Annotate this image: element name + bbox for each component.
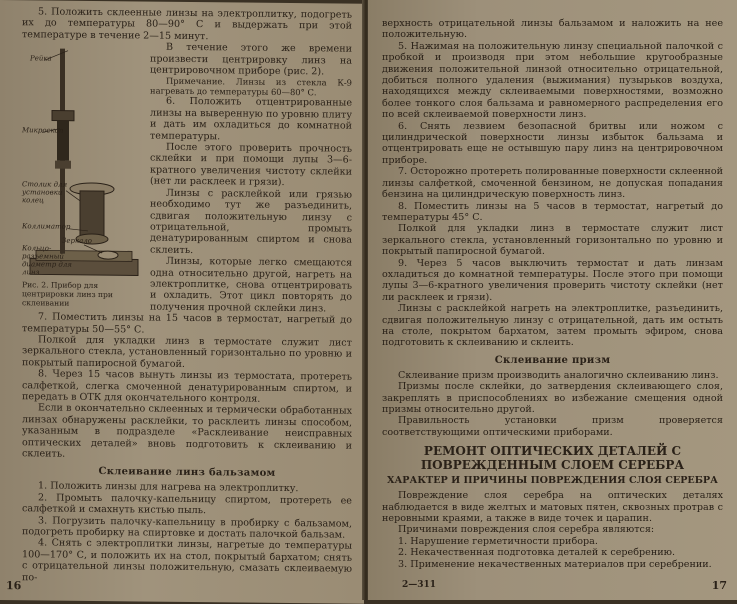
step-6d-text: Линзы, которые легко смещаются одна относительно другой, нагреть на электроплитке, снова отцентрировать и охладить. Этот цикл повторять до получения прочной склейки линз. — [150, 255, 352, 315]
page-number-left: 16 — [6, 579, 22, 593]
label-ring-table: Столик для установки колец — [22, 180, 68, 205]
heading-balsam: Склеивание линз бальзамом — [98, 466, 276, 480]
figure-caption: Рис. 2. Прибор для центрировки линз при склеивании — [22, 280, 113, 308]
continuation-text: верхность отрицательной линзы бальзамом и наложить на нее положительную. — [382, 18, 723, 41]
prisms-text-1: Склеивание призм производить аналогично склеиванию линз. — [398, 369, 719, 381]
centering-text: В течение этого же времени произвести центрировку линз на центрировочном приборе (рис. 2). — [150, 41, 352, 78]
step-8b-text: Если в окончательно склеенных и термически обработанных линзах обнаружены расклейки, то расклеить линзы способом, указанным в подразделе «Расклеивание неисправных оптических деталей» вновь подготовить к склеиванию и склеить. — [22, 402, 352, 460]
step-8-text: 8. Через 15 часов вынуть линзы из термостата, протереть салфеткой, слегка смоченной денатурированным спиртом, и передать в ОТК для окончательного контроля. — [22, 368, 352, 405]
r-step-8b: Полкой для укладки линз в термостате служит лист зеркального стекла, установленный горизонтально по уровню и покрытый папиросной бумагой. — [382, 223, 723, 258]
label-collimator: Коллиматор — [22, 222, 71, 231]
r-step-9b: Линзы с расклейкой нагреть на электроплитке, разъединить, сдвигая положительную линзу с отрицательной, дать им остыть на столе, покрытом бархатом, затем промыть эфиром, снова подготовить к склеиванию и склеить. — [382, 303, 723, 349]
r-step-9: 9. Через 5 часов выключить термостат и дать линзам охладиться до комнатной температуры. После этого при помощи лупы 3—6-кратного увеличения проверить чистоту склейки (нет ли расклеек и грязи). — [382, 257, 723, 303]
step-5-text: 5. Положить склеенные линзы на электроплитку, подогреть их до температуры 80—90° С и выдержать при этой температуре в течение 2—15 минут. — [22, 6, 352, 42]
cause-2: 2. Некачественная подготовка деталей к серебрению. — [398, 547, 676, 559]
label-mirror: Зеркало — [62, 236, 93, 246]
right-page — [368, 0, 737, 600]
balsam-step-3: 3. Погрузить палочку-капельницу в пробирку с бальзамом, подогреть пробирку на спиртовке и достать палочкой бальзам. — [22, 515, 352, 541]
cause-1: 1. Нарушение герметичности прибора. — [398, 535, 598, 547]
prisms-text-3: Правильность установки призм проверяется соответствующими оптическими приборами. — [382, 415, 723, 438]
heading-prisms: Склеивание призм — [494, 354, 611, 366]
label-ring: Кольцо-разъемный диаметр для линз — [22, 244, 72, 277]
label-rail: Рейка — [30, 54, 52, 63]
step-7b-text: Полкой для укладки линз в термостате служит лист зеркального стекла, установленный горизонтально по уровню и покрытый папиросной бумагой. — [22, 334, 352, 370]
note-text: Примечание. Линзы из стекла К-9 нагревать до температуры 60—80° С. — [150, 76, 352, 98]
cause-3: 3. Применение некачественных материалов при серебрении. — [398, 558, 712, 570]
r-step-5: 5. Нажимая на положительную линзу специальной палочкой с пробкой и производя при этом небольшие кругообразные движения положительной линзой относительно отрицательной, добиться полного удаления (выжимания) пузырьков воздуха, находящихся между склеиваемыми поверхностями, возможно более тонкого слоя бальзама и равномерного распределения его по всей склеиваемой поверхности линз. — [382, 40, 723, 121]
repair-text-1: Повреждение слоя серебра на оптических деталях наблюдается в виде желтых и матовых пятен, сквозных протрав с неровными краями, а также в виде точек и царапин. — [382, 490, 723, 525]
printer-signature: 2—311 — [402, 580, 437, 590]
label-microscope: Микроскоп — [22, 126, 64, 135]
figure-centering-device — [22, 40, 142, 309]
prisms-text-2: Призмы после склейки, до затвердения склеивающего слоя, закреплять в приспособлениях во избежание смещения одной призмы относительно другой. — [382, 381, 723, 415]
r-step-7: 7. Осторожно протереть полированные поверхности склеенной линзы салфеткой, смоченной бензином, не допуская попадания бензина на цилиндрическую поверхность линз. — [382, 166, 723, 201]
step-6b-text: После этого проверить прочность склейки и при помощи лупы 3—6-кратного увеличения чистоту склейки (нет ли расклеек и грязи). — [150, 141, 352, 189]
balsam-step-2: 2. Промыть палочку-капельницу спиртом, протереть ее салфеткой и смахнуть кистью пыль. — [22, 492, 352, 517]
subheading-causes: ХАРАКТЕР И ПРИЧИНЫ ПОВРЕЖДЕНИЯ СЛОЯ СЕРЕБРА — [387, 475, 718, 487]
left-page — [0, 0, 364, 604]
r-step-6: 6. Снять лезвием безопасной бритвы или ножом с цилиндрической поверхности линзы избыток бальзама и отцентрировать еще не остывшую пару линз на центрировочном приборе. — [382, 120, 723, 166]
balsam-step-1: 1. Положить линзы для нагрева на электроплитку. — [38, 480, 299, 495]
balsam-step-4: 4. Снять с электроплитки линзы, нагретые до температуры 100—170° С, и положить их на стол, покрытый бархатом; снять с отрицательной линзы положительную, смазать склеиваемую по- — [22, 537, 352, 584]
step-7-text: 7. Поместить линзы на 15 часов в термостат, нагретый до температуры 50—55° С. — [22, 311, 352, 336]
r-step-8: 8. Поместить линзы на 5 часов в термостат, нагретый до температуры 45° С. — [382, 200, 723, 223]
step-6-text: 6. Положить отцентрированные линзы на выверенную по уровню плиту и дать им охладиться до комнатной температуры. — [150, 96, 352, 142]
step-6c-text: Линзы с расклейкой или грязью необходимо тут же разъединить, сдвигая положительную линзу с отрицательной, промыть денатурированным спиртом и снова склеить. — [150, 187, 352, 256]
page-number-right: 17 — [711, 579, 727, 592]
repair-text-2: Причинами повреждения слоя серебра являются: — [398, 524, 655, 536]
heading-repair: РЕМОНТ ОПТИЧЕСКИХ ДЕТАЛЕЙ С ПОВРЕЖДЕННЫМ СЛОЕМ СЕРЕБРА — [420, 444, 685, 473]
